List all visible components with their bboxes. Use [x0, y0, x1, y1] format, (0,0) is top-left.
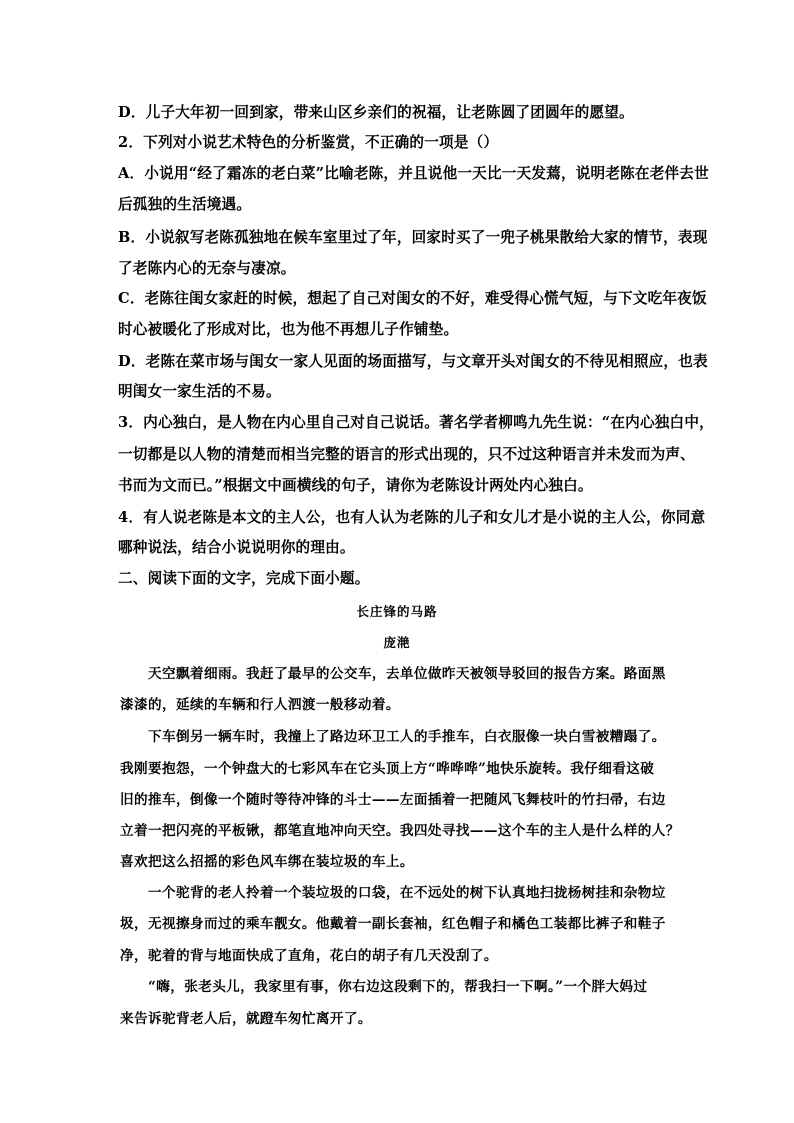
- q3-line-3: 书而为文而已。”根据文中画横线的句子，请你为老陈设计两处内心独白。: [118, 477, 593, 494]
- paragraph-1-line-1: 天空飘着细雨。我赶了最早的公交车，去单位做昨天被领导驳回的报告方案。路面黑: [148, 666, 666, 682]
- paragraph-1-line-2: 漆漆的，延续的车辆和行人泗渡一般移动着。: [120, 697, 400, 713]
- q2-option-d-line-2: 明闺女一家生活的不易。: [118, 383, 281, 400]
- passage-author: 庞滟: [383, 635, 411, 650]
- q2-option-c-line-1: C．老陈往闺女家赶的时候，想起了自己对闺女的不好，难受得心慌气短，与下文吃年夜饭: [118, 290, 707, 307]
- paragraph-4-line-2: 来告诉驼背老人后，就蹬车匆忙离开了。: [120, 1011, 372, 1027]
- q1-option-d: D．儿子大年初一回到家，带来山区乡亲们的祝福，让老陈圆了团圆年的愿望。: [118, 104, 634, 121]
- q2-option-c-line-2: 时心被暖化了形成对比，也为他不再想儿子作铺垫。: [118, 321, 459, 338]
- paragraph-2-line-4: 立着一把闪亮的平板锹，都笔直地冲向天空。我四处寻找——这个车的主人是什么样的人？: [120, 823, 680, 839]
- passage-title: 长庄锋的马路: [356, 604, 438, 619]
- paragraph-3-line-2: 圾，无视擦身而过的乘车靓女。他戴着一副长套袖，红色帽子和橘色工装都比裤子和鞋子: [120, 916, 666, 932]
- paragraph-3-line-3: 净，驼着的背与地面快成了直角，花白的胡子有几天没刮了。: [120, 948, 498, 964]
- paragraph-2-line-3: 旧的推车，倒像一个随时等待冲锋的斗士——左面插着一把随风飞舞枝叶的竹扫帚，右边: [120, 792, 666, 808]
- section-2-heading: 二、阅读下面的文字，完成下面小题。: [118, 570, 370, 587]
- q2-option-a-line-1: A．小说用“经了霜冻的老白菜”比喻老陈，并且说他一天比一天发蔫，说明老陈在老伴去世: [118, 165, 709, 182]
- q2-option-b-line-1: B．小说叙写老陈孤独地在候车室里过了年，回家时买了一兜子桃果散给大家的情节，表现: [118, 229, 708, 246]
- q2-option-a-line-2: 后孤独的生活境遇。: [118, 196, 252, 213]
- q3-line-1: 3．内心独白，是人物在内心里自己对自己说话。著名学者柳鸣九先生说：“在内心独白中，: [118, 414, 714, 431]
- paragraph-4-line-1: “嗨，张老头儿，我家里有事，你右边这段剩下的，帮我扫一下啊。”一个胖大妈过: [148, 979, 648, 995]
- q2-stem: 2．下列对小说艺术特色的分析鉴赏，不正确的一项是（）: [118, 134, 499, 151]
- q3-line-2: 一切都是以人物的清楚而相当完整的语言的形式出现的，只不过这种语言并未发而为声、: [118, 446, 695, 463]
- q4-line-1: 4．有人说老陈是本文的主人公，也有人认为老陈的儿子和女儿才是小说的主人公，你同意: [118, 509, 706, 526]
- paragraph-2-line-2: 我刚要抱怨，一个钟盘大的七彩风车在它头顶上方“哗哗哗”地快乐旋转。我仔细看这破: [120, 761, 655, 777]
- paragraph-2-line-1: 下车倒另一辆车时，我撞上了路边环卫工人的手推车，白衣服像一块白雪被糟蹋了。: [148, 729, 666, 745]
- q2-option-b-line-2: 了老陈内心的无奈与凄凉。: [118, 260, 296, 277]
- paragraph-3-line-1: 一个驼背的老人拎着一个装垃圾的口袋，在不远处的树下认真地扫拢杨树挂和杂物垃: [148, 885, 666, 901]
- q2-option-d-line-1: D．老陈在菜市场与闺女一家人见面的场面描写，与文章开头对闺女的不待见相照应，也表: [118, 353, 708, 370]
- paragraph-2-line-5: 喜欢把这么招摇的彩色风车绑在装垃圾的车上。: [120, 854, 414, 870]
- q4-line-2: 哪种说法，结合小说说明你的理由。: [118, 539, 355, 556]
